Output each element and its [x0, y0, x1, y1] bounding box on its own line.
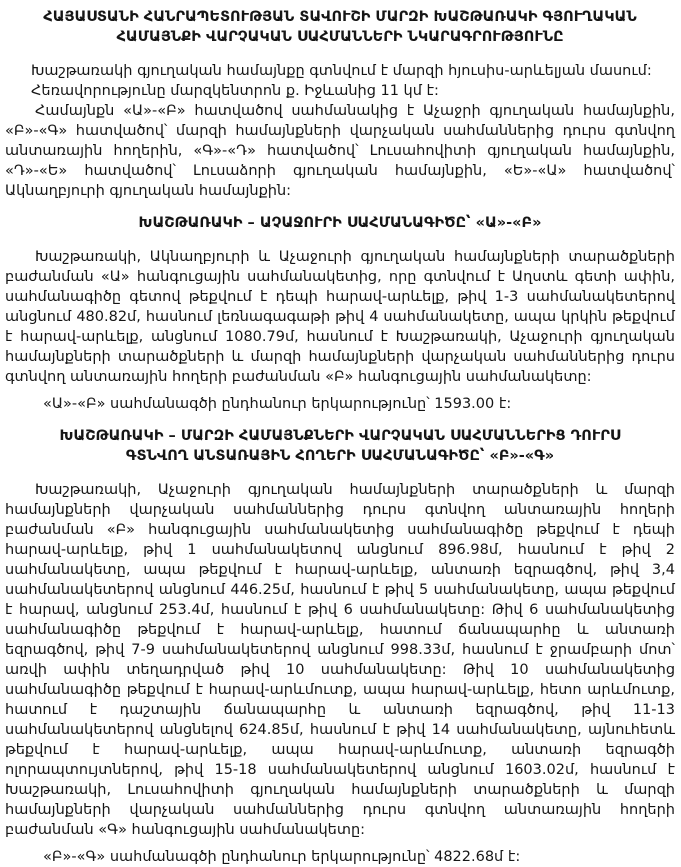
- section-2-total-length: «Բ»-«Գ» սահմանագծի ընդհանուր երկարությունը՝ 4822.68մ է:: [43, 849, 521, 865]
- section-1-total-length: «Ա»-«Բ» սահմանագծի ընդհանուր երկարությունը՝ 1593.00 է:: [43, 396, 512, 412]
- intro-location-line: Խաշթառակի գյուղական համայնքը գտնվում է մարզի հյուսիս-արևելյան մասում:: [31, 63, 652, 79]
- section-2-body: Խաշթառակի, Աչաջուրի գյուղական համայնքների տարածքների և մարզի համայնքների վարչական սահմաններից դուրս գտնվող անտառային հողերի բաժանման «Բ» հանգուցային սահմանակետից սահմանագիծը թեքվում է դեպի հարավ-արևելք, թիվ 1 սահմանակետով անցնում 896.98մ, հասնում է թիվ 2 սահմանակետը, ապա թեքվում է հարավ-արևելք, անտառի եզրագծով, թիվ 3,4 սահմանակետերով անցնում 446.25մ, հասնում է թիվ 5 սահմանակետը, ապա թեքվում է հարավ, անցնում 253.4մ, հասնում է թիվ 6 սահմանակետը: Թիվ 6 սահմանակետից սահմանագիծը թեքվում է հարավ-արևելք, հատում ճանապարհը և անտառի եզրագծով, թիվ 7-9 սահմանակետերով անցնում 998.33մ, հասնում է ջրամբարի մոտ՝ առվի ափին տեղադրված թիվ 10 սահմանակետը: Թիվ 10 սահմանակետից սահմանագիծը թեքվում է հարավ-արևմուտք, ապա հարավ-արևելք, հետո արևմուտք, հատում է դաշտային ճանապարհը և անտառի եզրագծով, թիվ 11-13 սահմանակետերով անցնելով 624.85մ, հասնում է թիվ 14 սահմանակետը, այնուհետև թեքվում է հարավ-արևելք, ապա հարավ-արևմուտք, անտառի եզրագծի ոլորապտույտներով, թիվ 15-18 սահմանակետերով անցնում 1603.02մ, հասնում է Խաշթառակի, Լուսահովիտի գյուղական համայնքների տարածքների և մարզի համայնքների վարչական սահմաններից դուրս գտնվող անտառային հողերի բաժանման «Գ» հանգուցային սահմանակետը:: [5, 482, 675, 838]
- document-title: ՀԱՅԱՍՏԱՆԻ ՀԱՆՐԱՊԵՏՈՒԹՅԱՆ ՏԱՎՈՒՇԻ ՄԱՐԶԻ ԽԱՇԹԱՌԱԿԻ ԳՅՈՒՂԱԿԱՆ ՀԱՄԱՅՆՔԻ ՎԱՐՉԱԿԱՆ ՍԱՀՄԱՆՆԵՐԻ ՆԿԱՐԱԳՐՈՒԹՅՈՒՆԸ: [43, 9, 637, 45]
- section-1-heading: ԽԱՇԹԱՌԱԿԻ – ԱՉԱՋՈՒՐԻ ՍԱՀՄԱՆԱԳԻԾԸ՝ «Ա»-«Բ»: [138, 215, 542, 231]
- intro-borders-paragraph: Համայնքն «Ա»-«Բ» հատվածով սահմանակից է Աչաջրի գյուղական համայնքին, «Բ»-«Գ» հատվածով՝ մարզի համայնքների վարչական սահմաններից դուրս գտնվող անտառային հողերին, «Գ»-«Դ» հատվածով՝ Լուսահովիտի գյուղական համայնքին, «Դ»-«Ե» հատվածով՝ Լուսաձորի գյուղական համայնքին, «Ե»-«Ա» հատվածով՝ Ակնաղբյուրի գյուղական համայնքին:: [5, 103, 675, 199]
- section-1-body: Խաշթառակի, Ակնաղբյուրի և Աչաջուրի գյուղական համայնքների տարածքների բաժանման «Ա» հանգուցային սահմանակետից, որը գտնվում է Աղստև գետի ափին, սահմանագիծը գետով թեքվում է դեպի հարավ-արևելք, թիվ 1-3 սահմանակետերով անցնում 480.82մ, հասնում լեռնագագաթի թիվ 4 սահմանակետը, ապա կրկին թեքվում է հարավ-արևելք, անցնում 1080.79մ, հասնում է Խաշթառակի, Աչաջուրի գյուղական համայնքների տարածքների և մարզի համայնքների վարչական սահմաններից դուրս գտնվող անտառային հողերի բաժանման «Բ» հանգուցային սահմանակետը:: [5, 249, 675, 385]
- intro-distance-line: Հեռավորությունը մարզկենտրոն ք. Իջևանից 11 կմ է:: [31, 83, 439, 99]
- section-2-heading: ԽԱՇԹԱՌԱԿԻ – ՄԱՐԶԻ ՀԱՄԱՅՆՔՆԵՐԻ ՎԱՐՉԱԿԱՆ ՍԱՀՄԱՆՆԵՐԻՑ ԴՈՒՐՍ ԳՏՆՎՈՂ ԱՆՏԱՌԱՅԻՆ ՀՈՂԵՐԻ ՍԱՀՄԱՆԱԳԻԾԸ՝ «Բ»-«Գ»: [59, 428, 621, 464]
